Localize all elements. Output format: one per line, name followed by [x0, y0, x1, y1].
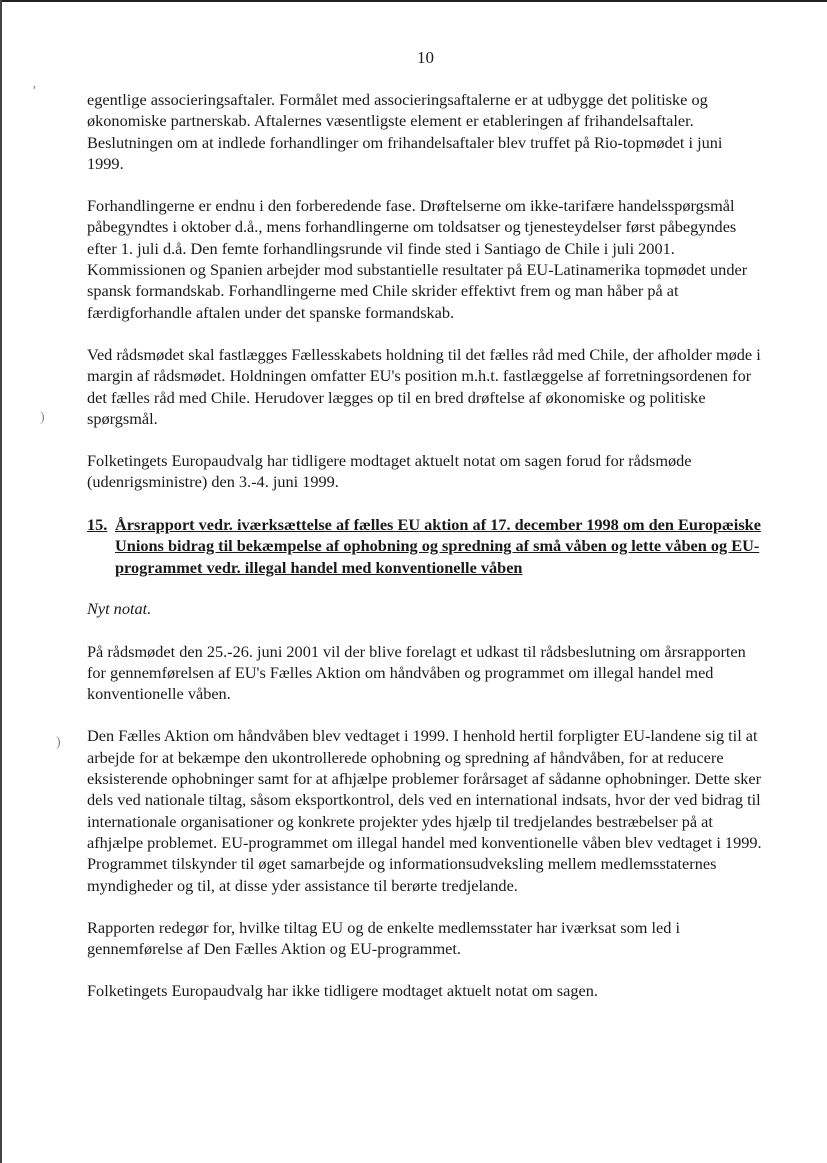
page-top-edge [0, 0, 827, 2]
section-heading [87, 514, 762, 579]
section-paragraph: Den Fælles Aktion om håndvåben blev vedtaget i 1999. I henhold hertil forpligter EU-landene sig til at arbejde for at bekæmpe den ukontrollerede ophobning og spredning af håndvåben, for at reducere eksisterende ophobninger samt for at afhjælpe problemer forårsaget af sådanne ophobninger. Dette sker dels ved nationale tiltag, såsom eksportkontrol, dels ved en international indsats, hvor der ved bidrag til internationale organisationer og konkrete projekter ydes hjælp til tredjelandes bestræbelser på at afhjælpe problemet. EU-programmet om illegal handel med konventionelle våben blev vedtaget i 1999. Programmet tilskynder til øget samarbejde og informationsudveksling mellem medlemsstaternes myndigheder og til, at disse yder assistance til berørte tredjelande. [87, 726, 762, 895]
section-paragraph: På rådsmødet den 25.-26. juni 2001 vil der blive forelagt et udkast til rådsbeslutning om årsrapporten for gennemførelsen af EU's Fælles Aktion om håndvåben og programmet om illegal handel med konventionelle våben. [87, 641, 746, 704]
page-number: 10 [417, 48, 434, 67]
document-body [87, 89, 762, 1023]
section-number: 15. [87, 514, 108, 534]
section-paragraph: Rapporten redegør for, hvilke tiltag EU og de enkelte medlemsstater har iværksat som led i gennemførelse af Den Fælles Aktion og EU-programmet. [87, 917, 680, 959]
body-paragraph: Forhandlingerne er endnu i den forberedende fase. Drøftelserne om ikke-tarifære handelsspørgsmål påbegyndtes i oktober d.å., mens forhandlingerne om toldsatser og tjenesteydelser først påbegyndes efter 1. juli d.å. Den femte forhandlingsrunde vil finde sted i Santiago de Chile i juli 2001. Kommissionen og Spanien arbejder mod substantielle resultater på EU-Latinamerika topmødet under spansk formandskab. Forhandlingerne med Chile skrider effektivt frem og man håber på at færdigforhandle aftalen under det spanske formandskab. [87, 196, 748, 322]
margin-bracket-mark: ) [40, 410, 45, 425]
margin-tick-mark: ʼ [32, 84, 37, 99]
page-left-edge [0, 0, 2, 1163]
body-paragraph: Folketingets Europaudvalg har tidligere modtaget aktuelt notat om sagen forud for rådsmøde (udenrigsministre) den 3.-4. juni 1999. [87, 451, 692, 492]
margin-bracket-mark: ) [56, 735, 61, 750]
note-label: Nyt notat. [87, 599, 152, 619]
section-paragraph: Folketingets Europaudvalg har ikke tidligere modtaget aktuelt notat om sagen. [87, 981, 598, 1001]
body-paragraph: egentlige associeringsaftaler. Formålet med associeringsaftalerne er at udbygge det politiske og økonomiske partnerskab. Aftalernes væsentligste element er etableringen af frihandelsaftaler. Beslutningen om at indlede forhandlinger om frihandelsaftaler blev truffet på Rio-topmødet i juni 1999. [87, 90, 723, 173]
section-title: Årsrapport vedr. iværksættelse af fælles EU aktion af 17. december 1998 om den Europæiske Unions bidrag til bekæmpelse af ophobning og spredning af små våben og lette våben og EU-programmet vedr. illegal handel med konventionelle våben [115, 514, 761, 577]
body-paragraph: Ved rådsmødet skal fastlægges Fællesskabets holdning til det fælles råd med Chile, der afholder møde i margin af rådsmødet. Holdningen omfatter EU's position m.h.t. fastlæggelse af forretningsordenen for det fælles råd med Chile. Herudover lægges op til en bred drøftelse af økonomiske og politiske spørgsmål. [87, 344, 761, 428]
